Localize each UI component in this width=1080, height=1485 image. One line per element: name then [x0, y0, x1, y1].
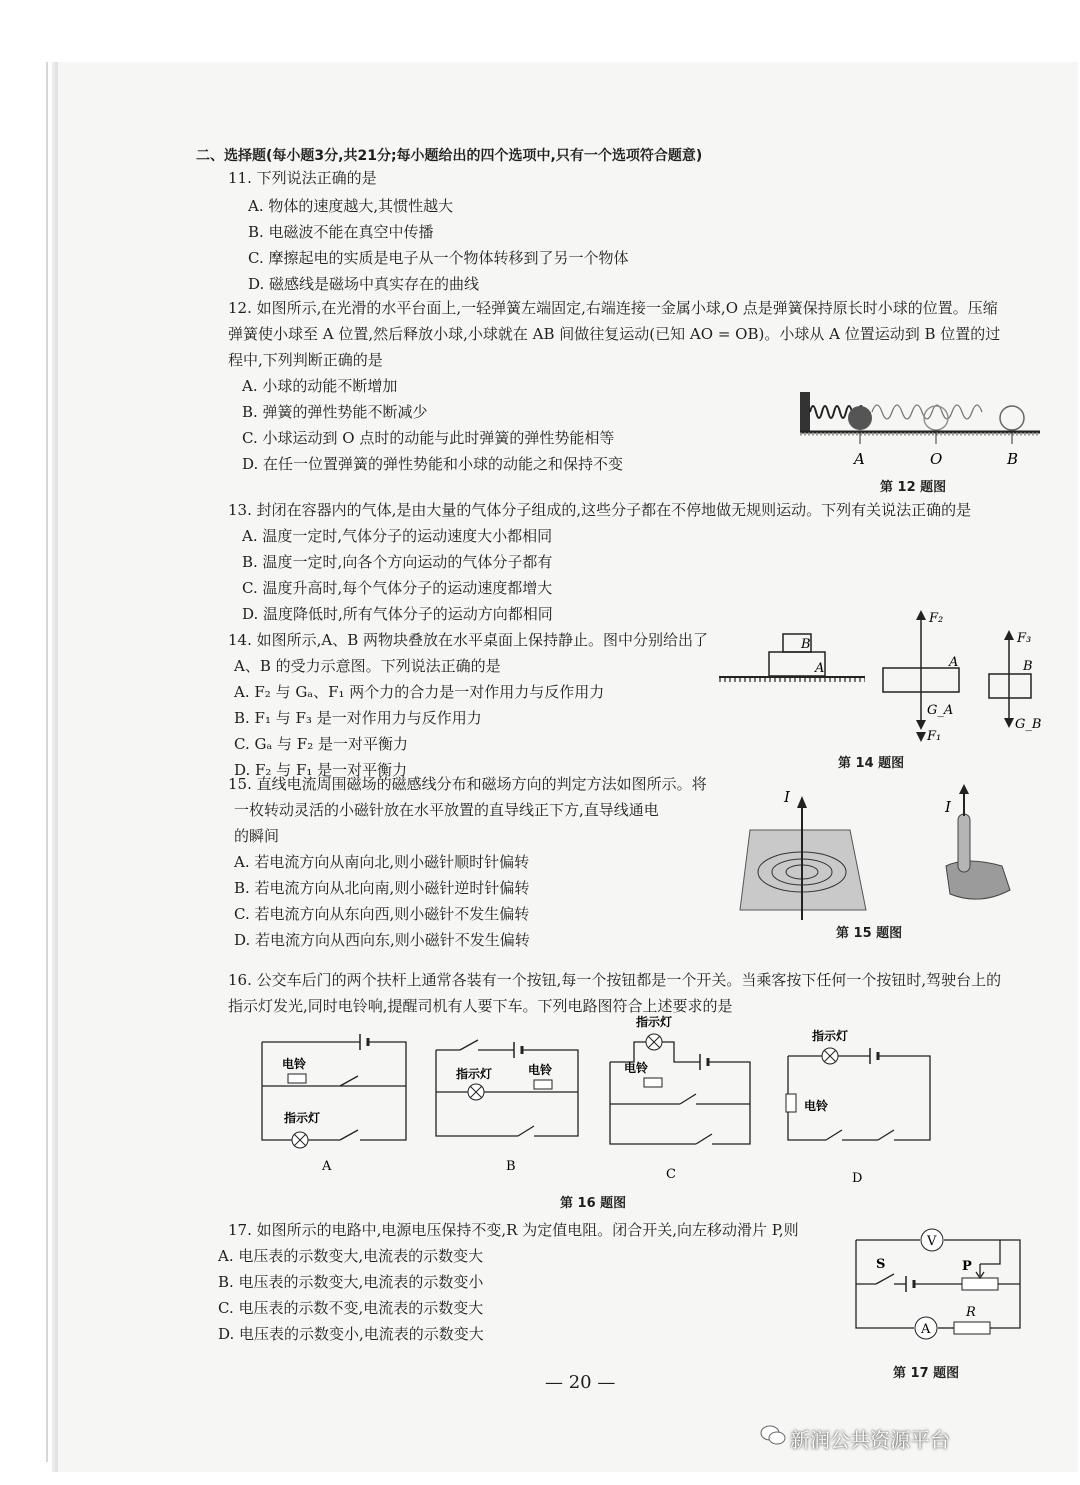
question-17-option-d: D. 电压表的示数变小,电流表的示数变大 — [218, 1325, 484, 1343]
section-heading: 二、选择题(每小题3分,共21分;每小题给出的四个选项中,只有一个选项符合题意) — [196, 148, 703, 164]
figure-16-circuit-b — [430, 1030, 600, 1180]
page-number: — 20 — — [545, 1372, 616, 1393]
question-14-option-b: B. F₁ 与 F₃ 是一对作用力与反作用力 — [234, 709, 482, 727]
figure-16-caption: 第 16 题图 — [560, 1196, 627, 1211]
switch-bottom — [696, 1134, 712, 1144]
rheostat-symbol — [962, 1278, 998, 1290]
question-13-stem: 13. 封闭在容器内的气体,是由大量的气体分子组成的,这些分子都在不停地做无规则运动。下列有关说法正确的是 — [228, 501, 972, 519]
right-hand — [946, 861, 1010, 899]
figure-12-caption: 第 12 题图 — [880, 480, 947, 495]
question-12-stem-line1: 12. 如图所示,在光滑的水平台面上,一轻弹簧左端固定,右端连接一金属小球,O 点是弹簧保持原长时小球的位置。压缩 — [228, 299, 998, 317]
page-stack-edge — [46, 62, 48, 1462]
bell-label: 电铃 — [624, 1061, 649, 1075]
option-letter-b: B — [506, 1159, 516, 1174]
extended-spring — [872, 405, 982, 419]
question-12-option-d: D. 在任一位置弹簧的弹性势能和小球的动能之和保持不变 — [242, 455, 624, 473]
lamp-label: 指示灯 — [812, 1029, 849, 1043]
switch-label: S — [876, 1257, 886, 1272]
switch-right — [878, 1130, 894, 1140]
switch-upper — [340, 1076, 358, 1086]
ball-at-b — [1000, 406, 1024, 430]
label-hand-current-i: I — [945, 798, 951, 816]
lamp-label: 指示灯 — [636, 1015, 673, 1029]
bell-symbol — [534, 1080, 552, 1089]
ball-at-a — [848, 406, 872, 430]
label-f1: F₁ — [927, 729, 942, 744]
question-11-option-a: A. 物体的速度越大,其惯性越大 — [248, 197, 454, 215]
question-12-stem-line3: 程中,下列判断正确的是 — [228, 351, 383, 369]
switch-s — [876, 1274, 894, 1284]
question-12-stem-line2: 弹簧使小球至 A 位置,然后释放小球,小球就在 AB 间做往复运动(已知 AO = OB)。小球从 A 位置运动到 B 位置的过 — [228, 325, 1001, 343]
ammeter-label: A — [921, 1322, 931, 1337]
page-stack-edge — [52, 62, 54, 1462]
switch-top — [460, 1040, 478, 1050]
question-17-option-a: A. 电压表的示数变大,电流表的示数变大 — [218, 1247, 484, 1265]
question-15-option-d: D. 若电流方向从西向东,则小磁针不发生偏转 — [234, 931, 530, 949]
bell-label: 电铃 — [804, 1099, 829, 1113]
question-15-stem-line2: 一枚转动灵活的小磁针放在水平放置的直导线正下方,直导线通电 — [234, 801, 659, 819]
lamp-label: 指示灯 — [456, 1067, 493, 1081]
question-15-stem-line1: 15. 直线电流周围磁场的磁感线分布和磁场方向的判定方法如图所示。将 — [228, 775, 707, 793]
label-block-a: A — [815, 661, 825, 676]
question-13-option-d: D. 温度降低时,所有气体分子的运动方向都相同 — [242, 605, 553, 623]
label-ga: G_A — [927, 703, 954, 718]
bell-label: 电铃 — [282, 1057, 307, 1071]
label-current-i: I — [784, 788, 790, 806]
voltmeter-label: V — [927, 1234, 937, 1249]
question-16-stem-line1: 16. 公交车后门的两个扶杆上通常各装有一个按钮,每一个按钮都是一个开关。当乘客按下任何一个按钮时,驾驶台上的 — [228, 971, 1002, 989]
switch-left — [826, 1130, 842, 1140]
force-f3-arrowhead — [1004, 630, 1014, 640]
watermark: 新润公共资源平台 — [790, 1428, 950, 1452]
label-f2: F₂ — [929, 611, 944, 626]
question-13-option-c: C. 温度升高时,每个气体分子的运动速度都增大 — [242, 579, 553, 597]
option-letter-a: A — [322, 1159, 332, 1174]
resistor-symbol — [954, 1322, 990, 1334]
question-11-stem: 11. 下列说法正确的是 — [228, 169, 377, 187]
right-hand-thumb — [958, 814, 970, 872]
figure-14-force-diagrams — [715, 600, 1045, 750]
question-12-option-c: C. 小球运动到 O 点时的动能与此时弹簧的弹性势能相等 — [242, 429, 615, 447]
question-11-option-b: B. 电磁波不能在真空中传播 — [248, 223, 434, 241]
bell-symbol — [288, 1074, 306, 1083]
label-o: O — [930, 450, 943, 468]
question-17-option-c: C. 电压表的示数不变,电流表的示数变大 — [218, 1299, 484, 1317]
question-14-stem-line2: A、B 的受力示意图。下列说法正确的是 — [234, 657, 501, 675]
question-14-option-c: C. Gₐ 与 F₂ 是一对平衡力 — [234, 735, 408, 753]
force-gb-arrowhead — [1004, 718, 1014, 728]
question-16-stem-line2: 指示灯发光,同时电铃响,提醒司机有人要下车。下列电路图符合上述要求的是 — [228, 997, 733, 1015]
slider-p — [976, 1264, 984, 1278]
switch-lower — [340, 1130, 358, 1140]
force-f1-arrowhead — [916, 732, 926, 742]
bell-symbol — [644, 1078, 662, 1087]
question-17-stem: 17. 如图所示的电路中,电源电压保持不变,R 为定值电阻。闭合开关,向左移动滑片 P,则 — [228, 1221, 799, 1239]
question-12-option-a: A. 小球的动能不断增加 — [242, 377, 398, 395]
label-block-b: B — [801, 637, 811, 652]
question-15-option-c: C. 若电流方向从东向西,则小磁针不发生偏转 — [234, 905, 530, 923]
figure-16-circuit-a — [250, 1030, 430, 1180]
question-14-option-a: A. F₂ 与 Gₐ、F₁ 两个力的合力是一对作用力与反作用力 — [234, 683, 605, 701]
figure-17-caption: 第 17 题图 — [893, 1366, 960, 1381]
switch-bottom — [518, 1126, 534, 1136]
label-gb: G_B — [1015, 717, 1042, 732]
hand-current-arrowhead — [959, 784, 969, 794]
force-f2-arrowhead — [916, 610, 926, 620]
question-11-option-c: C. 摩擦起电的实质是电子从一个物体转移到了另一个物体 — [248, 249, 629, 267]
label-f3: F₃ — [1017, 631, 1032, 646]
question-17-option-b: B. 电压表的示数变大,电流表的示数变小 — [218, 1273, 484, 1291]
bell-label: 电铃 — [528, 1063, 553, 1077]
slider-label: P — [962, 1259, 972, 1274]
lamp-label: 指示灯 — [284, 1111, 321, 1125]
current-arrowhead — [797, 796, 807, 808]
question-14-stem-line1: 14. 如图所示,A、B 两物块叠放在水平桌面上保持静止。图中分别给出了 — [228, 631, 709, 649]
figure-17-circuit — [850, 1228, 1030, 1358]
option-letter-c: C — [666, 1167, 676, 1182]
figure-15-caption: 第 15 题图 — [836, 926, 903, 941]
label-b: B — [1007, 450, 1019, 468]
label-fbd-a: A — [949, 655, 959, 670]
fixed-wall — [800, 392, 810, 432]
question-13-option-a: A. 温度一定时,气体分子的运动速度大小都相同 — [242, 527, 553, 545]
fbd-block-b — [989, 674, 1031, 698]
force-ga-arrowhead — [916, 720, 926, 730]
label-a: A — [854, 450, 865, 468]
wechat-icon — [760, 1424, 786, 1446]
figure-15-magnetic-field — [740, 780, 1030, 920]
figure-12-spring — [790, 388, 1050, 478]
switch-middle — [680, 1094, 696, 1104]
question-13-option-b: B. 温度一定时,向各个方向运动的气体分子都有 — [242, 553, 553, 571]
question-15-option-b: B. 若电流方向从北向南,则小磁针逆时针偏转 — [234, 879, 530, 897]
figure-16-circuit-d — [780, 1024, 950, 1184]
label-fbd-b: B — [1023, 659, 1033, 674]
figure-14-caption: 第 14 题图 — [838, 756, 905, 771]
question-12-option-b: B. 弹簧的弹性势能不断减少 — [242, 403, 428, 421]
question-14-option-d: D. F₂ 与 F₁ 是一对平衡力 — [234, 761, 408, 779]
bell-symbol — [786, 1094, 796, 1112]
question-15-stem-line3: 的瞬间 — [234, 827, 280, 845]
question-15-option-a: A. 若电流方向从南向北,则小磁针顺时针偏转 — [234, 853, 530, 871]
question-11-option-d: D. 磁感线是磁场中真实存在的曲线 — [248, 275, 480, 293]
resistor-label: R — [966, 1305, 976, 1320]
figure-16-circuit-c — [600, 1012, 770, 1182]
option-letter-d: D — [852, 1171, 863, 1186]
